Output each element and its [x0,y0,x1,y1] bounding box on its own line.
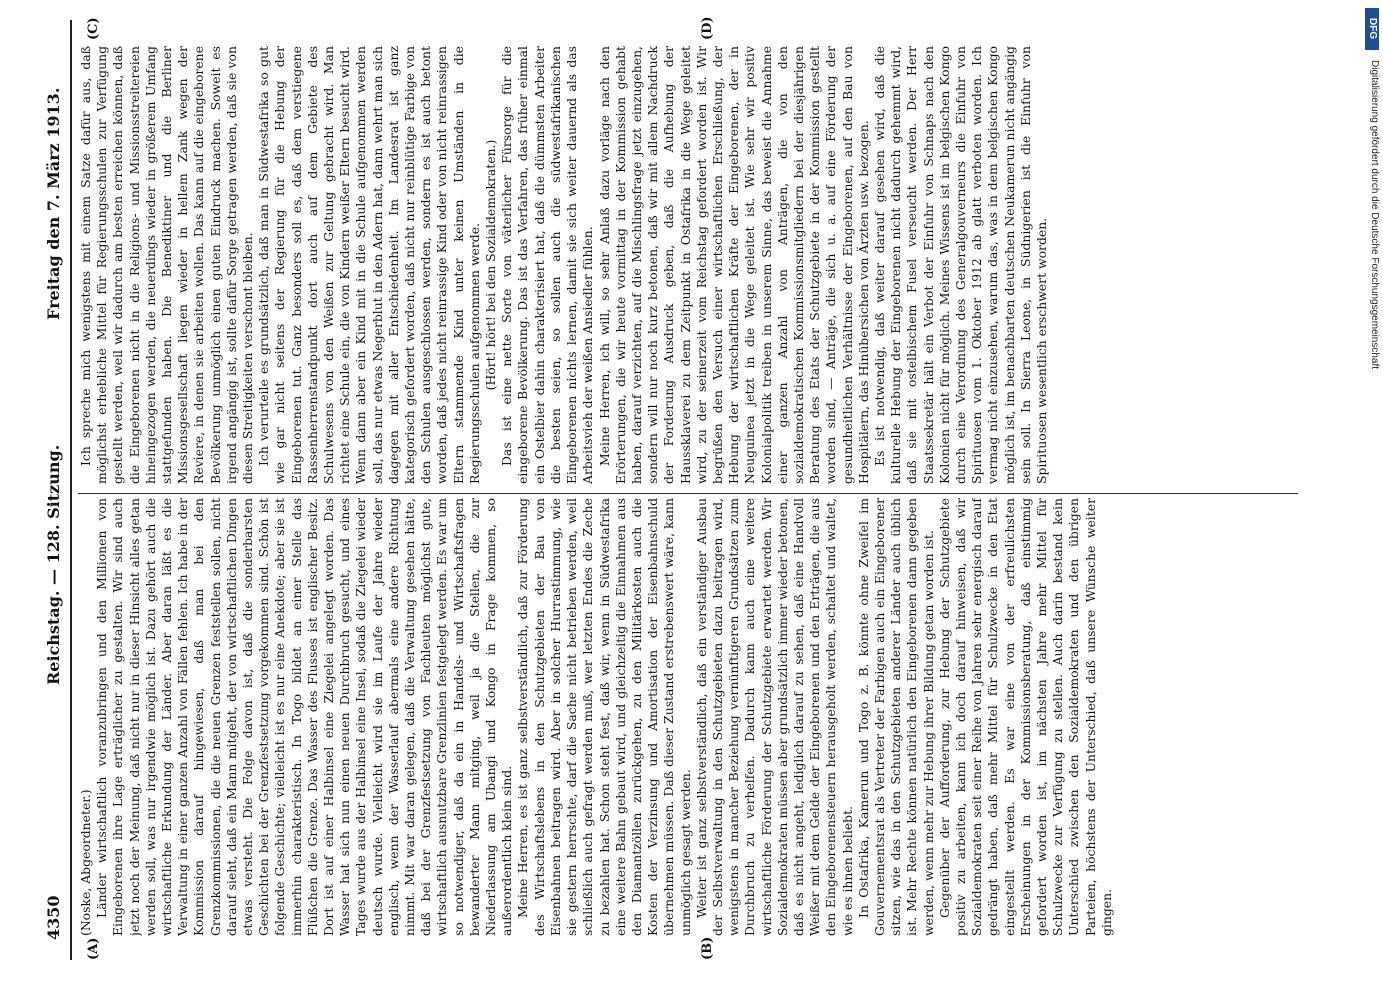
credit-text: Digitalisierung gefördert durch die Deutsche Forschungsgemeinschaft [1369,60,1380,370]
paragraph: Meine Herren, es ist ganz selbstverständlich, daß zur Förderung des Wirtschaftslebens in den Schutzgebieten der Bau von Eisenbahnen beitragen wird. Aber in solcher Hurrastimmung, wie sie gestern herrschte, darf die Sache nicht betrieben werden, weil schließlich auch gefragt werden muß, wer letzten Endes die Zeche zu bezahlen hat. Schon steht fest, daß wir, wenn in Südwestafrika eine weitere Bahn gebaut wird, und gleichzeitig die Einnahmen aus den Diamantzöllen zurückgehen, zu den Militärkosten auch die Kosten der Verzinsung und Amortisation der Eisenbahnschuld übernehmen müssen. Daß dieser Zustand erstrebenswert wäre, kann unmöglich gesagt werden. [515,498,693,936]
page-header [44,20,68,960]
paragraph: In Ostafrika, Kamerun und Togo z. B. könnte ohne Zweifel im Gouvernementsrat als Vertreter der Farbigen auch ein Eingeborener sitzen, wie das in den Schutzgebieten anderer Länder auch üblich ist. Mehr Rechte können natürlich den Eingeborenen dann gegeben werden, wenn mehr zur Hebung ihrer Bildung getan worden ist. [855,498,936,936]
dfg-logo: DFG [1365,8,1379,50]
left-column [78,498,1298,936]
column-divider [78,493,1298,494]
margin-marker-c: (C) [86,17,101,40]
paragraph: Weiter ist ganz selbstverständlich, daß ein verständiger Ausbau der Selbstverwaltung in den Schutzgebieten dazu beitragen wird, wenigstens in mancher Beziehung vernünftigeren Grundsätzen zum Durchbruch zu verhelfen. Dadurch kann auch eine weitere wirtschaftliche Förderung der Schutzgebiete erwartet werden. Wir Sozialdemokraten müssen aber grundsätzlich immer wieder betonen, daß es nicht angeht, lediglich darauf zu sehen, daß eine Handvoll Weißer mit dem Gelde der Eingeborenen und den Erträgen, die aus den Eingeborenensteuern herausgeholt werden, schaltet und waltet, wie es ihnen beliebt. [693,498,855,936]
paragraph: Gegenüber der Aufforderung, zur Hebung der Schutzgebiete positiv zu arbeiten, kann ich doch darauf hinweisen, daß wir Sozialdemokraten seit einer Reihe von Jahren sehr energisch darauf gedrängt haben, daß mehr Mittel für Schulzwecke in den Etat eingestellt werden. Es war eine von der erfreulichsten Erscheinungen in der Kommissionsberatung, daß einstimmig gefordert worden ist, im nächsten Jahre mehr Mittel für Schulzwecke zur Verfügung zu stellen. Auch darin bestand kein Unterschied zwischen den Sozialdemokraten und den übrigen Parteien, höchstens der Unterschied, daß unsere Wünsche weiter gingen. [936,498,1114,936]
paragraph: Es ist notwendig, daß weiter darauf gesehen wird, daß die kulturelle Hebung der Eingeborenen nicht dadurch gehemmt wird, daß sie mit ostelbischem Fusel verseucht werden. Der Herr Staatssekretär hält ein Verbot der Einfuhr von Schnaps nach den Kolonien nicht für möglich. Meines Wissens ist im belgischen Kongo durch eine Verordnung des Generalgouverneurs die Einfuhr von Spirituosen vom 1. Oktober 1912 ab glatt verboten worden. Ich vermag nicht einzusehen, warum das, was in dem belgischen Kongo möglich ist, im benachbarten deutschen Neukamerun nicht angängig sein soll. In Sierra Leone, in Südnigerien ist die Einfuhr von Spirituosen wesentlich erschwert worden. [871,46,1049,484]
paragraph: Ich verurteile es grundsätzlich, daß man in Südwestafrika so gut wie gar nicht seitens der Regierung für die Hebung der Eingeborenen tut. Ganz besonders soll es, daß dem verstiegene Rassenherrenstandpunkt dort auch auf dem Gebiete des Schulwesens von den Weißen zur Geltung gebracht wird. Man richtet eine Schule ein, die von Kindern weißer Eltern besucht wird. Wenn dann aber ein Kind mit in die Schule aufgenommen werden soll, das nur etwas Negerblut in den Adern hat, dann wehrt man sich dagegen mit aller Entschiedenheit. Im Landesrat ist ganz kategorisch gefordert worden, daß nicht nur reinblütige Farbige von den Schulen ausgeschlossen werden, sondern es ist auch betont worden, daß jedes nicht reinrassige Kind oder von nicht reinrassigen Eltern stammende Kind unter keinen Umständen in die Regierungsschulen aufgenommen werde. [256,46,482,484]
right-column [78,46,1298,484]
margin-marker-b: (B) [700,936,715,960]
speaker-line: (Noske, Abgeordneter.) [78,789,93,936]
margin-marker-a: (A) [86,937,101,960]
header-title-left: Reichstag. — 128. Sitzung. [44,444,63,685]
header-rule [70,20,72,960]
page-number: 4350 [44,895,63,940]
paragraph: Meine Herren, ich will, so sehr Anlaß dazu vorläge nach den Erörterungen, die wir heute vormittag in der Kommission gehabt haben, darauf verzichten, auf die Mischlingsfrage jetzt einzugehen, sondern will nur noch kurz betonen, daß wir mit allem Nachdruck der Forderung Ausdruck geben, daß die Aufhebung der Haussklaverei zu dem Zeitpunkt in Ostafrika in die Wege geleitet wird, zu der seinerzeit vom Reichstag gefordert worden ist. Wir begrüßen den Versuch einer wirtschaftlichen Erschließung, der Hebung der wirtschaftlichen Kräfte der Eingeborenen, der in Neuguinea jetzt in die Wege geleitet ist. Wie sehr wir positiv Kolonialpolitik treiben in unserem Sinne, das beweist die Annahme einer ganzen Anzahl von Anträgen, die von den sozialdemokratischen Kommissionsmitgliedern bei der diesjährigen Beratung des Etats der Schutzgebiete in der Kommission gestellt worden sind, — Anträge, die sich u. a. auf eine Förderung der gesundheitlichen Verhältnisse der Eingeborenen, auf den Bau von Hospitälern, das Hinübersichen von Ärzten usw. bezogen. [596,46,871,484]
margin-marker-d: (D) [700,16,715,40]
digitization-credit [1361,0,1383,1000]
interjection: (Hört! hört! bei den Sozialdemokraten.) [483,139,499,391]
paragraph: Ich spreche mich wenigstens mit einem Satze dafür aus, daß möglichst erhebliche Mittel für Regierungsschulen zur Verfügung gestellt werden, weil wir dadurch am besten erreichen können, daß die Eingeborenen nicht in die Religions- und Missionsstreitereien hineingezogen werden, die neuerdings wieder in größerem Umfang stattgefunden haben. Die Benediktiner und die Berliner Missionsgesellschaft liegen wieder in hellem Zank wegen der Reviere, in denen sie arbeiten wollen. Das kann auf die eingeborene Bevölkerung unmöglich einen guten Eindruck machen. Soweit es irgend angängig ist, sollte dafür Sorge getragen werden, daß sie von diesen Streitigkeiten verschont bleiben. [78,46,256,484]
paragraph: Das ist eine nette Sorte von väterlicher Fürsorge für die eingeborene Bevölkerung. Das ist das Verfahren, das früher einmal ein Ostelbier dahin charakterisiert hat, daß die dümmsten Arbeiter die besten seien, so sollen auch die südwestafrikanischen Eingeborenen nichts lernen, damit sie sich weiter dauernd als das Arbeitsvieh der weißen Ansiedler fühlen. [499,46,596,484]
paragraph: Länder wirtschaftlich voranzubringen und den Millionen von Eingeborenen ihre Lage erträglicher zu gestalten. Wir sind auch jetzt noch der Meinung, daß nicht nur in dieser Hinsicht alles getan werden soll, was nur irgendwie möglich ist. Dazu gehört auch die wirtschaftliche Erkundung der Länder. Aber daran läßt es die Verwaltung in einer ganzen Anzahl von Fällen fehlen. Ich habe in der Kommission darauf hingewiesen, daß man bei den Grenzkommissionen, die die neuen Grenzen feststellen sollen, nicht darauf sieht, daß ein Mann mitgeht, der von wirtschaftlichen Dingen etwas versteht. Die Folge davon ist, daß die sonderbarsten Geschichten bei der Grenzfestsetzung vorgekommen sind. Schön ist folgende Geschichte; vielleicht ist es nur eine Anekdote; aber sie ist immerhin charakteristisch. In Togo bildet an einer Stelle das Flüßchen die Grenze. Das Wasser des Flusses ist englischer Besitz. Dort ist auf einer Halbinsel eine Ziegelei angelegt worden. Das Wasser hat sich nun einen neuen Durchbruch gesucht, und eines Tages wurde aus der Halbinsel eine Insel, sodaß die Ziegelei wieder deutsch wurde. Vielleicht wird sie im Laufe der Jahre wieder englisch, wenn der Wasserlauf abermals eine andere Richtung nimmt. Mit war daran gelegen, daß die Verwaltung gesehen hätte, daß bei der Grenzfestsetzung von Fachleuten möglichst gute, wirtschaftlich ausnutzbare Grenzlinien festgelegt werden. Es war um so notwendiger, daß da ein in Handels- und Wirtschaftsfragen bewanderter Mann mitging, weil ja die Stellen, die zur Niederlassung am Ubangi und Kongo in Frage kommen, so außerordentlich klein sind. [94,498,515,936]
header-title-right: Freitag den 7. März 1913. [44,87,63,320]
